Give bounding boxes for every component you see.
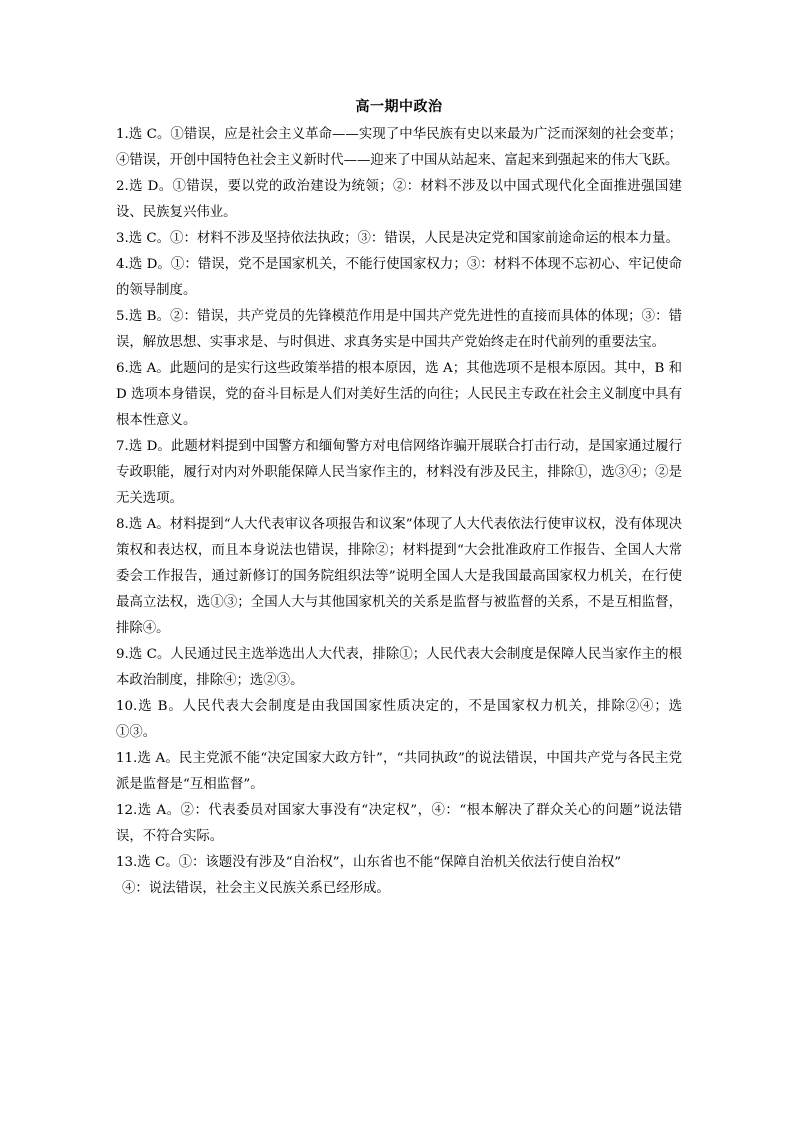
answer-3: 3.选 C。①：材料不涉及坚持依法执政；③：错误，人民是决定党和国家前途命运的根本力量。 (116, 231, 679, 246)
answer-12: 12.选 A。②：代表委员对国家大事没有“决定权”，④：“根本解决了群众关心的问题”说法错误，不符合实际。 (116, 803, 682, 844)
answer-13: 13.选 C。①：该题没有涉及“自治权”，山东省也不能“保障自治机关依法行使自治权” (116, 855, 622, 870)
answer-4: 4.选 D。①：错误，党不是国家机关，不能行使国家权力；③：材料不体现不忘初心、牢记使命的领导制度。 (116, 257, 682, 298)
answer-10: 10.选 B。人民代表大会制度是由我国国家性质决定的，不是国家权力机关，排除②④；选①③。 (116, 699, 682, 740)
answer-13-continuation: ④：说法错误，社会主义民族关系已经形成。 (122, 881, 390, 896)
answer-1: 1.选 C。①错误，应是社会主义革命——实现了中华民族有史以来最为广泛而深刻的社会变革；④错误，开创中国特色社会主义新时代——迎来了中国从站起来、富起来到强起来的伟大飞跃。 (116, 127, 682, 168)
answer-11: 11.选 A。民主党派不能“决定国家大政方针”，“共同执政”的说法错误，中国共产党与各民主党派是监督是“互相监督”。 (116, 751, 682, 792)
answer-9: 9.选 C。人民通过民主选举选出人大代表，排除①；人民代表大会制度是保障人民当家作主的根本政治制度，排除④；选②③。 (116, 647, 682, 688)
answer-2: 2.选 D。①错误，要以党的政治建设为统领；②：材料不涉及以中国式现代化全面推进强国建设、民族复兴伟业。 (116, 179, 682, 220)
document-title: 高一期中政治 (355, 99, 443, 115)
document-page (116, 96, 682, 902)
answer-list (116, 122, 682, 902)
answer-5: 5.选 B。②：错误，共产党员的先锋模范作用是中国共产党先进性的直接而具体的体现；③：错误，解放思想、实事求是、与时俱进、求真务实是中国共产党始终走在时代前列的重要法宝。 (116, 309, 682, 350)
answer-8: 8.选 A。材料提到“人大代表审议各项报告和议案”体现了人大代表依法行使审议权，没有体现决策权和表达权，而且本身说法也错误，排除②；材料提到“大会批准政府工作报告、全国人大常委会工作报告，通过新修订的国务院组织法等”说明全国人大是我国最高国家权力机关，在行使最高立法权，选①③；全国人大与其他国家机关的关系是监督与被监督的关系，不是互相监督，排除④。 (116, 517, 682, 636)
answer-6: 6.选 A。此题问的是实行这些政策举措的根本原因，选 A；其他选项不是根本原因。其中，B 和 D 选项本身错误，党的奋斗目标是人们对美好生活的向往；人民民主专政在社会主义制度中具有根本性意义。 (116, 361, 682, 428)
answer-7: 7.选 D。此题材料提到中国警方和缅甸警方对电信网络诈骗开展联合打击行动，是国家通过履行专政职能，履行对内对外职能保障人民当家作主的，材料没有涉及民主，排除①，选③④；②是无关选项。 (116, 439, 682, 506)
